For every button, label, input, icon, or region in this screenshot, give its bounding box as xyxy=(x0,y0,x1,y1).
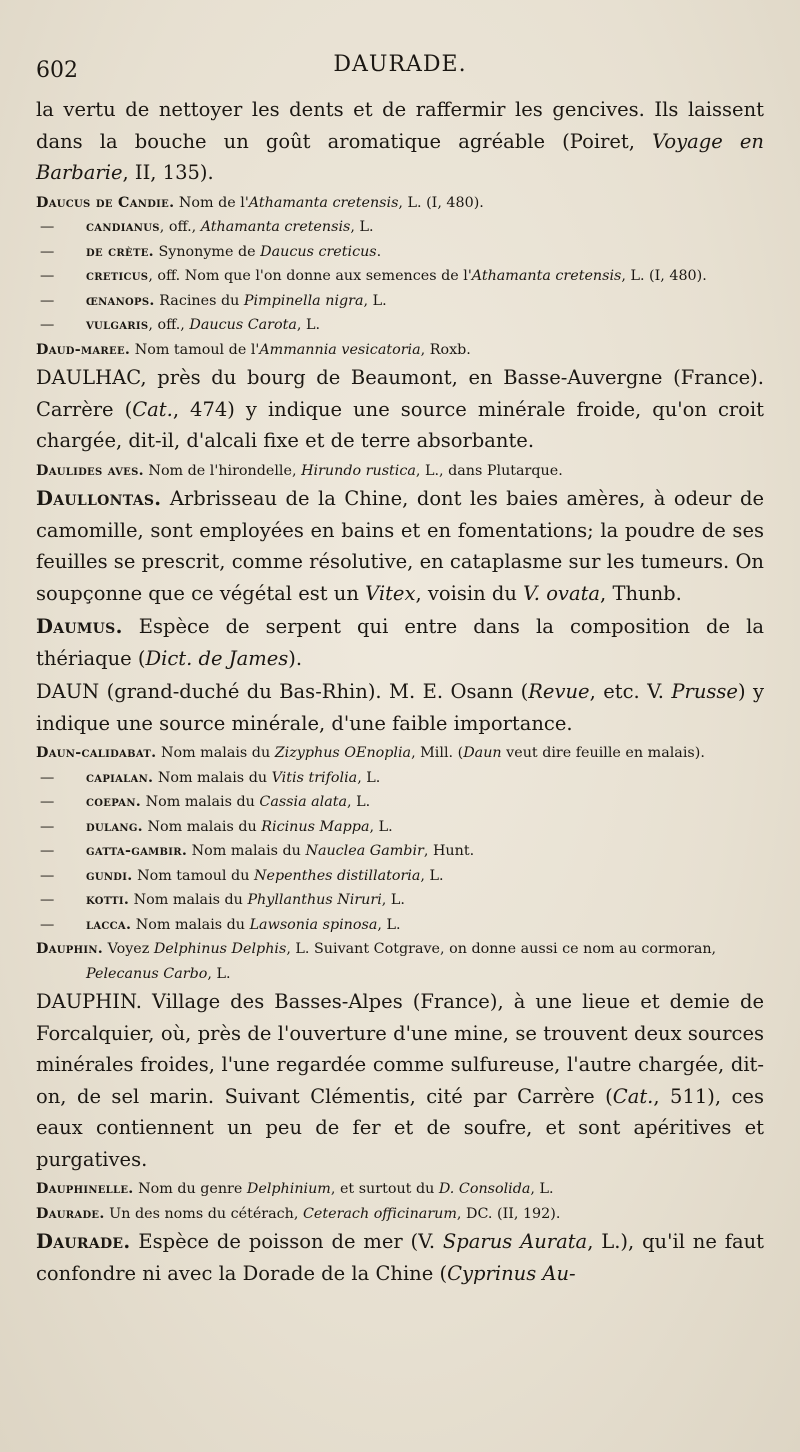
text-run: , Mill. ( xyxy=(411,745,464,761)
headword: lacca. xyxy=(86,916,132,933)
italic-text: Lawsonia spinosa xyxy=(249,916,378,933)
text-run: , L. xyxy=(363,292,387,309)
text-run: veut dire feuille en malais). xyxy=(501,745,705,761)
entry-line xyxy=(36,888,764,913)
ditto-dash: — xyxy=(40,243,55,260)
headword: capialan. xyxy=(86,769,154,786)
article-paragraph xyxy=(36,362,764,457)
ditto-dash: — xyxy=(40,794,55,810)
text-run: Un des noms du cétérach, xyxy=(104,1205,303,1222)
italic-text: Vitex xyxy=(365,581,416,605)
page-text xyxy=(36,94,764,1291)
text-run: , voisin du xyxy=(415,581,524,605)
text-run: , L. (I, 480). xyxy=(398,194,484,211)
italic-text: Athamanta cretensis xyxy=(471,268,622,284)
text-run: , L. Suivant Cotgrave, on donne aussi ce nom au cormoran, xyxy=(286,941,717,957)
text-run: , off. Nom que l'on donne aux semences de l' xyxy=(148,268,472,284)
text-run: , etc. V. xyxy=(589,680,672,703)
text-run: Nom tamoul du xyxy=(132,867,254,884)
italic-text: Daucus creticus xyxy=(260,243,377,260)
entry-line xyxy=(36,766,764,791)
headword: œnanops. xyxy=(86,292,155,309)
headword: Daurade. xyxy=(36,1205,105,1222)
italic-text: Ceterach officinarum xyxy=(302,1205,457,1222)
italic-text: V. ovata xyxy=(523,581,601,605)
entry-line xyxy=(36,338,764,363)
text-run: la vertu de nettoyer les dents et de raffermir les gencives. Ils laissent dans la bouche un goût aromatique agréable (Poiret, xyxy=(36,98,764,153)
italic-text: Pelecanus Carbo xyxy=(86,965,208,982)
italic-text: Delphinium xyxy=(246,1181,331,1197)
text-run: , et surtout du xyxy=(330,1181,439,1197)
text-run: Nom de l' xyxy=(174,194,249,211)
ditto-dash: — xyxy=(40,818,55,835)
italic-text: D. Consolida xyxy=(438,1181,531,1197)
ditto-dash: — xyxy=(40,268,55,284)
text-run: , L. xyxy=(347,794,371,810)
text-run: , L. (I, 480). xyxy=(621,268,707,284)
text-run: , L. xyxy=(369,818,393,835)
text-run: , L. xyxy=(350,219,374,235)
text-run: ) y indique une source minérale, d'une faible importance. xyxy=(36,680,764,735)
text-run: , II, 135). xyxy=(122,161,214,184)
text-run: Nom malais du xyxy=(142,818,262,835)
text-run: , L. xyxy=(420,867,444,884)
entry-line xyxy=(36,264,764,289)
italic-text: Prusse xyxy=(671,680,738,703)
article-paragraph xyxy=(36,611,764,674)
text-run: DAUPHIN. Village des Basses-Alpes (France), à une lieue et demie de Forcalquier, où, près de l'ouverture d'une mine, se trouvent deux sources minérales froides, l'une regardée comme sulfureuse, l'autre chargée, dit-on, de sel marin. Suivant Clémentis, cité par Carrère ( xyxy=(36,990,764,1108)
headword: dulang. xyxy=(86,818,143,835)
italic-text: Daun xyxy=(463,745,502,761)
italic-text: Nauclea Gambir xyxy=(305,843,424,859)
ditto-dash: — xyxy=(40,317,55,333)
italic-text: Daucus Carota xyxy=(189,317,297,333)
entry-line xyxy=(36,459,764,484)
article-paragraph xyxy=(36,986,764,1175)
entry-line xyxy=(36,864,764,889)
headword: de crète. xyxy=(86,243,154,260)
italic-text: Sparus Aurata xyxy=(442,1230,588,1253)
text-run: , L. xyxy=(377,916,401,933)
entry-line xyxy=(36,937,764,986)
ditto-dash: — xyxy=(40,843,55,859)
text-run: , DC. (II, 192). xyxy=(456,1205,561,1222)
headword: Daucus de Candie. xyxy=(36,194,175,211)
entry-line xyxy=(36,839,764,864)
text-run: , L. xyxy=(530,1181,554,1197)
entry-line xyxy=(36,215,764,240)
text-run: , L., dans Plutarque. xyxy=(415,462,563,479)
headword: Daud-maree. xyxy=(36,341,131,358)
italic-text: Athamanta cretensis xyxy=(200,219,351,235)
article-paragraph xyxy=(36,483,764,609)
italic-text: Nepenthes distillatoria xyxy=(253,867,421,884)
italic-text: Zizyphus OEnoplia xyxy=(274,745,412,761)
headword: kotti. xyxy=(86,892,130,908)
ditto-dash: — xyxy=(40,916,55,933)
text-run: Nom malais du xyxy=(129,892,248,908)
text-run: , L.), qu'il ne faut confondre ni avec la Dorade de la Chine ( xyxy=(36,1230,765,1285)
headword: Dauphin. xyxy=(36,941,104,957)
running-head: DAURADE. xyxy=(333,52,467,77)
text-run: Voyez xyxy=(103,941,154,957)
text-run: Nom malais du xyxy=(141,794,260,810)
entry-line xyxy=(36,815,764,840)
headword: Daun-calidabat. xyxy=(36,745,157,761)
text-run: Nom tamoul de l' xyxy=(130,341,260,358)
article-paragraph xyxy=(36,1226,764,1289)
text-run: DAUN (grand-duché du Bas-Rhin). M. E. Osann ( xyxy=(36,680,529,703)
italic-text: Voyage en Barbarie xyxy=(36,129,764,184)
text-run: , off., xyxy=(159,219,201,235)
text-run: ). xyxy=(288,646,303,670)
text-run: , 511), ces eaux contiennent un peu de fer et de soufre, et sont apéritives et purgatives. xyxy=(36,1084,764,1171)
text-run: Arbrisseau de la Chine, dont les baies amères, à odeur de camomille, sont employées en bains et en fomentations; la poudre de ses feuilles se prescrit, comme résolutive, en cataplasme sur les tumeurs. On soupçonne que ce végétal est un xyxy=(36,487,764,605)
headword: Daumus. xyxy=(36,615,123,638)
text-run: , off., xyxy=(148,317,190,333)
headword: gundi. xyxy=(86,867,133,884)
entry-line xyxy=(36,741,764,766)
text-run: Synonyme de xyxy=(153,243,261,260)
headword: Daurade. xyxy=(36,1230,131,1253)
text-run: , L. xyxy=(296,317,321,333)
text-run: Espèce de serpent qui entre dans la composition de la thériaque ( xyxy=(36,615,764,670)
text-run: , Roxb. xyxy=(420,341,471,358)
italic-text: Pimpinella nigra xyxy=(243,292,364,309)
text-run: Nom du genre xyxy=(133,1181,247,1197)
entry-line xyxy=(36,913,764,938)
italic-text: Ricinus Mappa xyxy=(261,818,370,835)
italic-text: Phyllanthus Niruri xyxy=(247,892,382,908)
text-run: Nom malais du xyxy=(156,745,275,761)
entry-line xyxy=(36,289,764,314)
text-run: Nom de l'hirondelle, xyxy=(143,462,302,479)
entry-line xyxy=(36,313,764,338)
text-run: , L. xyxy=(357,769,381,786)
headword: Dauphinelle. xyxy=(36,1181,134,1197)
headword: vulgaris xyxy=(86,317,149,333)
italic-text: Cat. xyxy=(132,397,173,421)
article-paragraph xyxy=(36,94,764,189)
headword: coepan. xyxy=(86,794,142,810)
ditto-dash: — xyxy=(40,219,55,235)
text-run: Racines du xyxy=(154,292,244,309)
ditto-dash: — xyxy=(40,892,55,908)
text-run: , 474) y indique une source minérale froide, qu'on croit chargée, dit-il, d'alcali fixe et de terre absorbante. xyxy=(36,397,764,452)
text-run: , L. xyxy=(207,965,231,982)
text-run: , L. xyxy=(381,892,405,908)
headword: Daullontas. xyxy=(36,487,162,510)
italic-text: Cassia alata xyxy=(259,794,348,810)
ditto-dash: — xyxy=(40,867,55,884)
italic-text: Hirundo rustica xyxy=(301,462,416,479)
headword: candianus xyxy=(86,219,160,235)
entry-line xyxy=(36,1202,764,1227)
text-run: , Hunt. xyxy=(423,843,475,859)
text-run: Espèce de poisson de mer (V. xyxy=(130,1230,443,1253)
italic-text: Ammannia vesicatoria xyxy=(259,341,421,358)
entry-line xyxy=(36,790,764,815)
italic-text: Delphinus Delphis xyxy=(153,941,287,957)
entry-line xyxy=(36,1177,764,1202)
text-run: , Thunb. xyxy=(600,581,682,605)
text-run: Nom malais du xyxy=(131,916,250,933)
text-run: . xyxy=(376,243,382,260)
italic-text: Cat. xyxy=(612,1084,654,1108)
italic-text: Athamanta cretensis xyxy=(248,194,399,211)
headword: creticus xyxy=(86,268,149,284)
text-run: Nom malais du xyxy=(187,843,306,859)
headword: gatta-gambir. xyxy=(86,843,188,859)
entry-line xyxy=(36,191,764,216)
italic-text: Vitis trifolia xyxy=(271,769,358,786)
article-paragraph xyxy=(36,676,764,739)
ditto-dash: — xyxy=(40,292,55,309)
text-run: DAULHAC, près du bourg de Beaumont, en Basse-Auvergne (France). Carrère ( xyxy=(36,366,764,421)
text-run: Nom malais du xyxy=(153,769,272,786)
entry-line xyxy=(36,240,764,265)
italic-text: Cyprinus Au- xyxy=(447,1261,576,1285)
italic-text: Dict. de James xyxy=(145,646,289,670)
page-header xyxy=(0,48,800,88)
page-number: 602 xyxy=(36,58,78,83)
headword: Daulides aves. xyxy=(36,462,144,479)
ditto-dash: — xyxy=(40,769,55,786)
italic-text: Revue xyxy=(528,680,590,703)
